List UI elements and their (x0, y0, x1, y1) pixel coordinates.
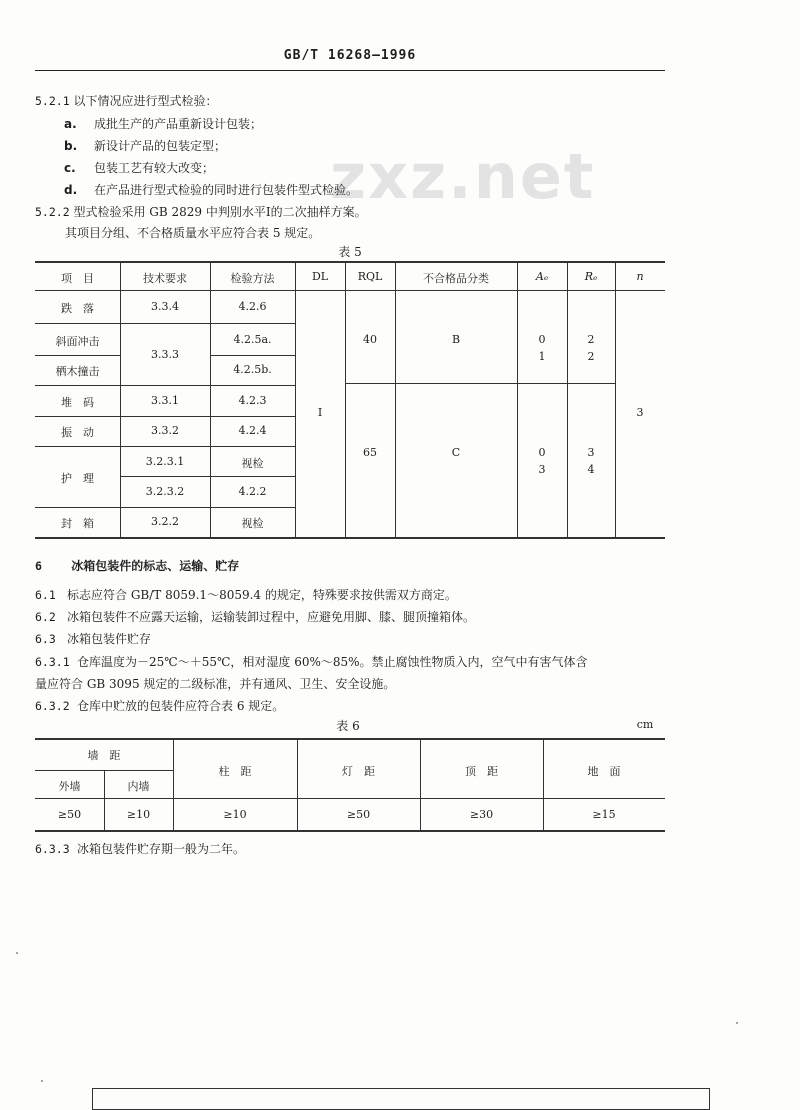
table-cell: 护 理 (61, 472, 94, 485)
table-cell: ≥15 (592, 808, 616, 821)
table-header: DL (311, 270, 329, 283)
section-number: 6 (35, 559, 42, 573)
table-cell: ≥30 (469, 808, 494, 821)
table-cell: B (451, 333, 461, 346)
table-header: Rₑ (584, 270, 598, 283)
table-cell: 2 (587, 333, 595, 346)
table-cell: C (451, 446, 461, 459)
table-header: RQL (357, 270, 383, 283)
clause-text-continued: 其项目分组、不合格质量水平应符合表 5 规定。 (65, 226, 321, 240)
table-cell: ≥50 (346, 808, 371, 821)
watermark: zxz.net (330, 140, 596, 213)
table-header: Aₑ (535, 270, 549, 283)
table-cell: 3.3.3 (151, 348, 179, 361)
clause-5-2-2 (35, 203, 367, 220)
table-header: 不合格品分类 (423, 272, 489, 285)
clause-6-3-3: 6.3.3 冰箱包装件贮存期一般为二年。 (35, 842, 246, 856)
clause-text-continued: 量应符合 GB 3095 规定的二级标准，并有通风、卫生、安全设施。 (35, 677, 396, 691)
table-cell: 3 (587, 446, 595, 459)
table-cell: 振 动 (61, 426, 94, 439)
scan-speck (16, 952, 18, 954)
table-cell: 斜面冲击 (55, 335, 100, 348)
clause-6-1: 6.1 标志应符合 GB/T 8059.1～8059.4 的规定，特殊要求按供需双方商定。 (35, 588, 457, 602)
list-item: d. 在产品进行型式检验的同时进行包装件型式检验。 (64, 183, 359, 197)
table-5-caption: 表 5 (338, 245, 362, 259)
table-cell: 视检 (241, 517, 264, 530)
table-cell: 40 (363, 333, 377, 346)
clause-text: 以下情况应进行型式检验： (73, 94, 218, 108)
section-6-heading (35, 557, 239, 574)
clause-6-3: 6.3 冰箱包装件贮存 (35, 632, 152, 646)
scan-speck (736, 1022, 738, 1024)
clause-6-2: 6.2 冰箱包装件不应露天运输，运输装卸过程中，应避免用脚、膝、腿顶撞箱体。 (35, 610, 476, 624)
table-cell: 0 (538, 333, 546, 346)
table-cell: 0 (538, 446, 546, 459)
table-cell: 3.3.4 (151, 300, 179, 313)
table-header: 技术要求 (143, 272, 187, 285)
table-cell: 3.2.2 (151, 515, 179, 528)
table-cell: 1 (538, 350, 546, 363)
clause-6-3-1: 6.3.1 仓库温度为－25℃～＋55℃，相对湿度 60%～85%。禁止腐蚀性物质入内，空气中有害气体含 (35, 655, 588, 669)
table-cell: 视检 (241, 457, 264, 470)
table-cell: ≥10 (223, 808, 247, 821)
footer-frame (92, 1088, 710, 1110)
table-cell: 封 箱 (61, 517, 94, 530)
clause-number: 5.2.1 (35, 94, 70, 108)
scan-speck (41, 1080, 43, 1082)
list-item: b. 新设计产品的包装定型； (64, 139, 227, 153)
table-6-unit: cm (636, 718, 654, 731)
table-cell: 4.2.2 (238, 485, 267, 498)
table-cell: 4.2.6 (238, 300, 267, 313)
table-cell: 3.3.1 (151, 394, 179, 407)
table-cell: 4.2.5b. (233, 363, 272, 376)
table-cell: 3.3.2 (151, 424, 179, 437)
table-header: 灯 距 (342, 765, 375, 778)
table-header: 地 面 (587, 765, 621, 778)
table-cell: 4 (587, 463, 595, 476)
table-cell: 4.2.5a. (233, 333, 272, 346)
table-cell: ≥10 (126, 808, 151, 821)
list-item: c. 包装工艺有较大改变； (64, 161, 215, 175)
table-cell: 3.2.3.1 (145, 455, 185, 468)
table-cell: 3.2.3.2 (145, 485, 185, 498)
table-header: 外墙 (58, 780, 81, 793)
clause-6-3-2: 6.3.2 仓库中贮放的包装件应符合表 6 规定。 (35, 699, 285, 713)
table-cell: 堆 码 (61, 396, 94, 409)
table-header: 内墙 (127, 780, 150, 793)
table-header: 项 目 (61, 272, 94, 285)
table-6-caption: 表 6 (336, 719, 360, 733)
page-header: GB/T 16268—1996 (283, 48, 417, 63)
table-header: 检验方法 (230, 272, 275, 285)
table-cell: 65 (363, 446, 377, 459)
table-header: n (636, 270, 644, 283)
table-cell: 4.2.3 (238, 394, 267, 407)
table-cell: 3 (636, 406, 644, 419)
table-cell: 3 (538, 463, 546, 476)
table-header: 墙 距 (87, 749, 121, 762)
list-item: a. 成批生产的产品重新设计包装； (64, 117, 263, 131)
clause-number: 5.2.2 (35, 205, 70, 219)
table-cell: ≥50 (57, 808, 82, 821)
table-cell: Ⅰ (317, 406, 323, 419)
table-cell: 4.2.4 (238, 424, 267, 437)
clause-5-2-1 (35, 92, 217, 109)
table-header: 顶 距 (465, 765, 498, 778)
section-title: 冰箱包装件的标志、运输、贮存 (71, 559, 240, 573)
table-cell: 2 (587, 350, 595, 363)
clause-text: 型式检验采用 GB 2829 中判别水平Ⅰ的二次抽样方案。 (73, 205, 367, 219)
table-cell: 跌 落 (61, 302, 94, 315)
header-rule (35, 70, 665, 71)
table-cell: 栖木撞击 (55, 365, 100, 378)
table-header: 柱 距 (218, 765, 252, 778)
